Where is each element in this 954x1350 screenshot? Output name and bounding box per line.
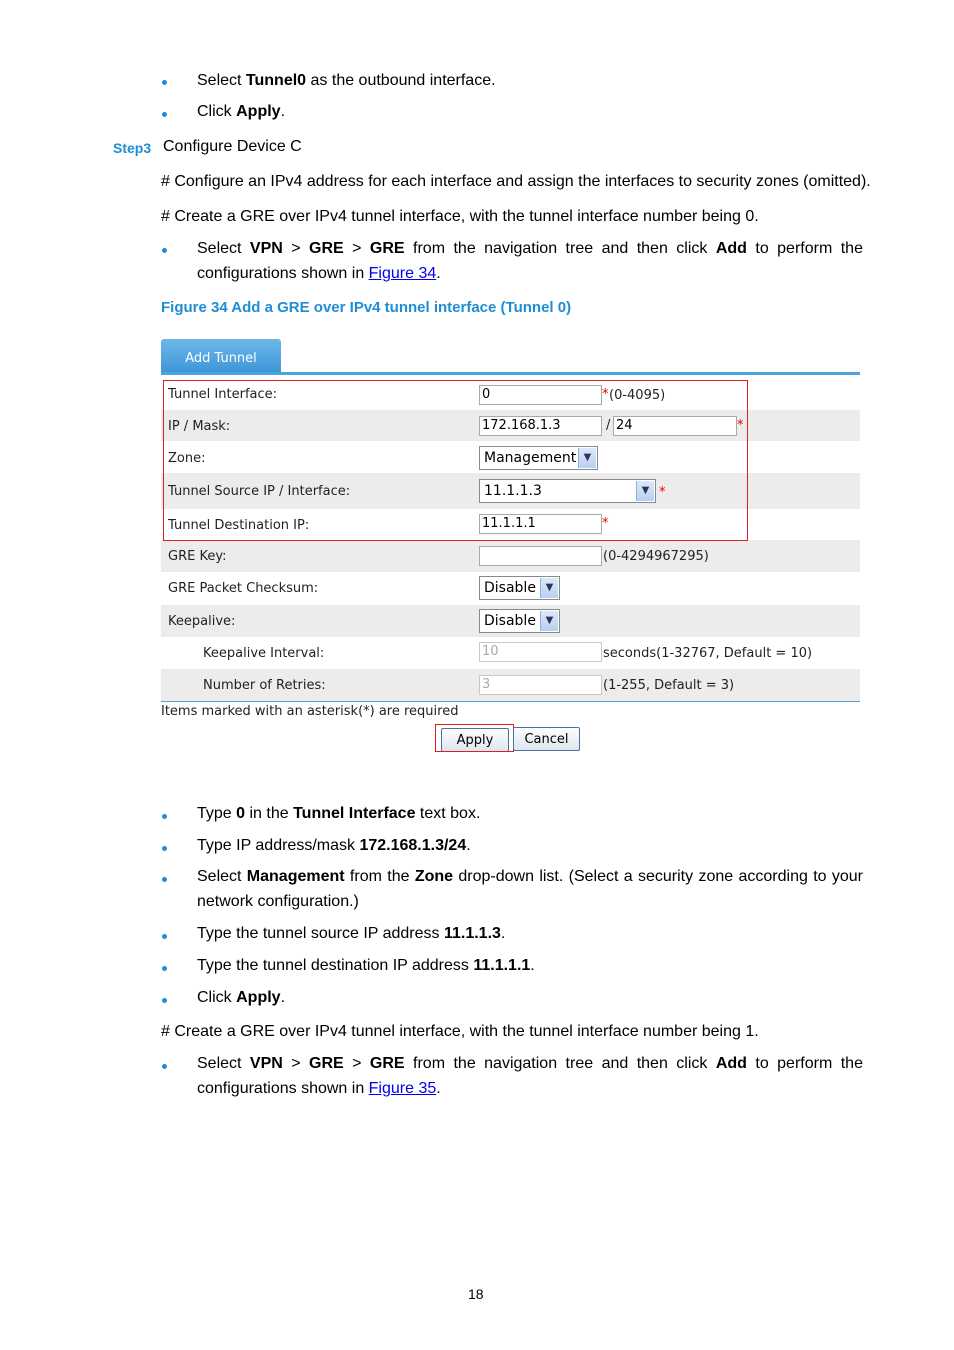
mask-input[interactable]: 24	[613, 416, 737, 436]
keepalive-interval-label: Keepalive Interval:	[203, 646, 325, 661]
word: >	[352, 1055, 362, 1072]
text: configurations shown in	[197, 265, 369, 282]
bullet-select-vpn-2-line2	[197, 1079, 441, 1099]
row-keepalive	[161, 605, 860, 637]
keepalive-label: Keepalive:	[168, 614, 236, 629]
bold-text: Tunnel Interface	[293, 805, 416, 822]
slash-text: /	[606, 418, 611, 433]
bullet-icon	[162, 966, 167, 971]
bullet-icon	[162, 814, 167, 819]
apply-button[interactable]: Apply	[441, 728, 509, 752]
bullet-icon	[162, 248, 167, 253]
required-star: *	[737, 418, 744, 433]
add-tunnel-form	[161, 339, 861, 759]
word: from	[349, 868, 382, 885]
bold-text: 11.1.1.1	[473, 957, 531, 974]
bold-text: GRE	[309, 240, 344, 257]
bullet-select-vpn-line1	[197, 239, 863, 259]
bullet-type-destination	[197, 956, 535, 976]
zone-selected-value: Management	[484, 450, 577, 466]
tunnel-source-label: Tunnel Source IP / Interface:	[168, 484, 351, 499]
word: tree	[565, 240, 594, 257]
tab-add-tunnel[interactable]: Add Tunnel	[161, 339, 281, 374]
gre-key-hint: (0-4294967295)	[603, 549, 709, 564]
word: the	[840, 1055, 863, 1072]
bold-text: Add	[715, 1055, 747, 1072]
word: the	[453, 1055, 476, 1072]
step-text: Configure Device C	[163, 138, 302, 155]
bullet-type-ip	[197, 836, 471, 856]
tunnel-dest-input[interactable]: 11.1.1.1	[479, 514, 602, 534]
paragraph: # Configure an IPv4 address for each interface and assign the interfaces to security zones (omitted).	[161, 173, 871, 190]
tunnel-interface-label: Tunnel Interface:	[168, 387, 278, 402]
text: Type IP address/mask	[197, 837, 360, 854]
text: .	[530, 957, 535, 974]
chevron-down-icon[interactable]: ▼	[540, 578, 558, 598]
paragraph: # Create a GRE over IPv4 tunnel interface, with the tunnel interface number being 0.	[161, 208, 759, 225]
tab-underline	[161, 372, 860, 375]
retries-hint: (1-255, Default = 3)	[603, 678, 735, 693]
word: list.	[539, 868, 564, 885]
keepalive-interval-hint: seconds(1-32767, Default = 10)	[603, 646, 813, 661]
bullet-icon	[162, 934, 167, 939]
gre-key-input[interactable]	[479, 546, 602, 566]
tunnel-interface-hint: (0-4095)	[609, 388, 666, 403]
bullet-type-0	[197, 804, 480, 824]
word: drop-down	[458, 868, 534, 885]
word: from	[413, 240, 446, 257]
word: your	[831, 868, 863, 885]
figure-link[interactable]: Figure 35	[368, 1080, 437, 1097]
text: .	[280, 103, 286, 120]
word: zone	[698, 868, 734, 885]
word: >	[352, 240, 362, 257]
word: the	[453, 240, 476, 257]
text: Type	[197, 805, 237, 822]
text: as the outbound interface.	[306, 72, 496, 89]
word: then	[636, 240, 668, 257]
bullet-icon	[162, 998, 167, 1003]
row-gre-key	[161, 540, 860, 572]
keepalive-select[interactable]	[479, 609, 560, 633]
tunnel-interface-input[interactable]: 0	[479, 385, 602, 405]
bullet-icon	[162, 846, 167, 851]
bold-text: VPN	[249, 1055, 283, 1072]
text: Click	[197, 989, 237, 1006]
word: tree	[565, 1055, 594, 1072]
word: (Select	[568, 868, 619, 885]
word: then	[636, 1055, 668, 1072]
chevron-down-icon[interactable]: ▼	[636, 481, 654, 501]
gre-checksum-label: GRE Packet Checksum:	[168, 581, 319, 596]
required-footnote: Items marked with an asterisk(*) are required	[161, 704, 459, 719]
bold-text: Tunnel0	[245, 72, 307, 89]
bullet-select-vpn-2-line1	[197, 1054, 863, 1074]
tunnel-dest-label: Tunnel Destination IP:	[168, 518, 310, 533]
bold-text: 11.1.1.3	[443, 925, 501, 942]
tunnel-source-value: 11.1.1.3	[484, 483, 542, 499]
bold-text: Add	[715, 240, 747, 257]
text: configurations shown in	[197, 1080, 369, 1097]
word: >	[291, 1055, 301, 1072]
keepalive-interval-input[interactable]: 10	[479, 642, 602, 662]
text: .	[436, 265, 441, 282]
word: to	[755, 240, 769, 257]
bold-text: GRE	[369, 240, 405, 257]
keepalive-value: Disable	[484, 613, 536, 629]
chevron-down-icon[interactable]: ▼	[578, 448, 596, 468]
text: Select	[197, 72, 246, 89]
word: click	[676, 1055, 708, 1072]
bullet-icon	[162, 112, 167, 117]
text: .	[500, 925, 506, 942]
word: security	[638, 868, 694, 885]
bullet-icon	[162, 1064, 167, 1069]
required-star: *	[659, 485, 666, 500]
figure-caption: Figure 34 Add a GRE over IPv4 tunnel interface (Tunnel 0)	[161, 299, 572, 316]
bold-text: GRE	[369, 1055, 405, 1072]
zone-label: Zone:	[168, 451, 206, 466]
bullet-type-source	[197, 924, 505, 944]
text: Type the tunnel source IP address	[197, 925, 444, 942]
figure-link[interactable]: Figure 34	[368, 265, 437, 282]
ip-mask-label: IP / Mask:	[168, 419, 231, 434]
bold-text: Apply	[236, 103, 281, 120]
row-retries	[161, 669, 860, 701]
bold-text: Apply	[236, 989, 281, 1006]
form-bottom-line	[161, 701, 860, 702]
text: .	[436, 1080, 441, 1097]
bullet-select-vpn-line2	[197, 264, 441, 284]
bold-text: Management	[246, 868, 345, 885]
word: and	[601, 1055, 629, 1072]
required-star: *	[602, 516, 609, 531]
word: navigation	[484, 1055, 558, 1072]
retries-input[interactable]: 3	[479, 675, 602, 695]
bold-text: GRE	[309, 1055, 344, 1072]
text: .	[466, 837, 471, 854]
bold-text: 0	[236, 805, 246, 822]
bold-text: Zone	[414, 868, 454, 885]
text: .	[280, 989, 286, 1006]
word: to	[813, 868, 827, 885]
gre-key-label: GRE Key:	[168, 549, 227, 564]
word: >	[291, 240, 301, 257]
page-number: 18	[468, 1286, 484, 1302]
word: according	[738, 868, 808, 885]
row-keepalive-interval	[161, 637, 860, 669]
paragraph: # Create a GRE over IPv4 tunnel interface, with the tunnel interface number being 1.	[161, 1023, 759, 1040]
bullet-icon	[162, 877, 167, 882]
cancel-button[interactable]: Cancel	[513, 727, 580, 751]
bullet-select-tunnel0	[197, 71, 496, 91]
gre-checksum-value: Disable	[484, 580, 536, 596]
required-star: *	[602, 387, 609, 402]
word: navigation	[484, 240, 558, 257]
word: from	[413, 1055, 446, 1072]
word: perform	[777, 1055, 833, 1072]
bullet-select-management-line2: network configuration.)	[197, 893, 359, 910]
word: click	[676, 240, 708, 257]
step-label: Step3	[113, 140, 152, 156]
text: text box.	[415, 805, 481, 822]
bullet-click-apply-2	[197, 988, 285, 1008]
retries-label: Number of Retries:	[203, 678, 326, 693]
apply-highlight	[435, 724, 514, 752]
bold-text: 172.168.1.3/24	[359, 837, 467, 854]
word: Select	[197, 240, 242, 257]
chevron-down-icon[interactable]: ▼	[540, 611, 558, 631]
ip-input[interactable]: 172.168.1.3	[479, 416, 602, 436]
word: Select	[197, 1055, 242, 1072]
text: Click	[197, 103, 237, 120]
required-fields-highlight	[163, 380, 748, 541]
word: a	[623, 868, 633, 885]
bold-text: VPN	[249, 240, 283, 257]
bullet-select-management-line1	[197, 867, 863, 887]
word: perform	[777, 240, 833, 257]
word: the	[840, 240, 863, 257]
text: in the	[245, 805, 294, 822]
row-gre-checksum	[161, 572, 860, 605]
text: Type the tunnel destination IP address	[197, 957, 474, 974]
word: the	[387, 868, 410, 885]
word: to	[755, 1055, 769, 1072]
bullet-click-apply	[197, 102, 285, 122]
bullet-icon	[162, 80, 167, 85]
gre-checksum-select[interactable]	[479, 576, 560, 600]
word: and	[601, 240, 629, 257]
word: Select	[197, 868, 242, 885]
